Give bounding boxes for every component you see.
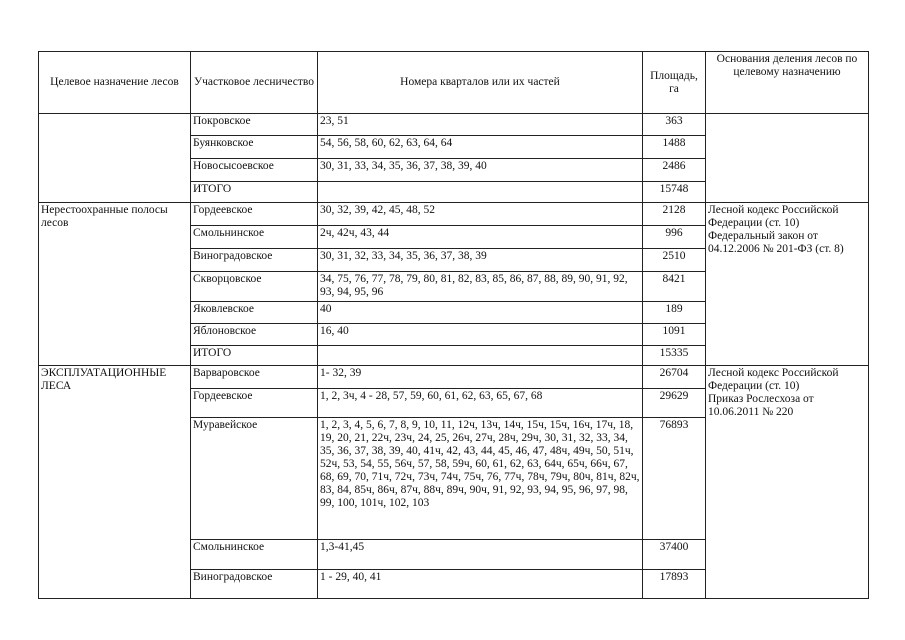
- area-cell: 37400: [643, 540, 706, 570]
- purpose-cell: ЭКСПЛУАТАЦИОННЫЕ ЛЕСА: [39, 366, 191, 599]
- quarters-cell: [318, 182, 643, 203]
- quarters-cell: 40: [318, 302, 643, 324]
- header-row: [39, 52, 869, 114]
- district-cell: Гордеевское: [191, 203, 318, 226]
- quarters-cell: 1, 2, 3, 4, 5, 6, 7, 8, 9, 10, 11, 12ч, 13ч, 14ч, 15ч, 15ч, 16ч, 17ч, 18, 19, 20, 21, 22ч, 23ч, 24, 25, 26ч, 27ч, 28ч, 29ч, 30, 31, 32, 33, 34, 35, 36, 37, 38, 39, 40, 41ч, 42, 43, 44, 45, 46, 47, 48ч, 49ч, 50, 51ч, 52ч, 53, 54, 55, 56ч, 57, 58, 59ч, 60, 61, 62, 63, 64ч, 65ч, 66ч, 67, 68, 69, 70, 71ч, 72ч, 73ч, 74ч, 75ч, 76, 77ч, 78ч, 79ч, 80ч, 81ч, 82ч, 83, 84, 85ч, 86ч, 87ч, 88ч, 89ч, 90ч, 91, 92, 93, 94, 95, 96, 97, 98, 99, 100, 101ч, 102, 103: [318, 418, 643, 540]
- table-row: [39, 366, 869, 389]
- header-basis: Основания деления лесов по целевому назначению: [706, 52, 869, 114]
- quarters-cell: 1, 2, 3ч, 4 - 28, 57, 59, 60, 61, 62, 63, 65, 67, 68: [318, 389, 643, 418]
- area-cell: 17893: [643, 570, 706, 599]
- district-cell: Гордеевское: [191, 389, 318, 418]
- quarters-cell: [318, 346, 643, 366]
- area-cell: 8421: [643, 272, 706, 302]
- quarters-cell: 1- 32, 39: [318, 366, 643, 389]
- purpose-cell: Нерестоохранные полосы лесов: [39, 203, 191, 366]
- area-cell: 2128: [643, 203, 706, 226]
- total-area: 15335: [643, 346, 706, 366]
- table-row: [39, 114, 869, 136]
- area-cell: 189: [643, 302, 706, 324]
- area-cell: 1091: [643, 324, 706, 346]
- quarters-cell: 2ч, 42ч, 43, 44: [318, 226, 643, 249]
- basis-line: Лесной кодекс Российской Федерации (ст. 10): [708, 204, 839, 229]
- area-cell: 996: [643, 226, 706, 249]
- district-cell: Смольнинское: [191, 226, 318, 249]
- district-cell: Смольнинское: [191, 540, 318, 570]
- header-area: Площадь, га: [643, 52, 706, 114]
- district-cell: Муравейское: [191, 418, 318, 540]
- total-label: ИТОГО: [191, 346, 318, 366]
- area-cell: 29629: [643, 389, 706, 418]
- area-cell: 1488: [643, 136, 706, 159]
- area-cell: 363: [643, 114, 706, 136]
- table-row: [39, 203, 869, 226]
- district-cell: Варваровское: [191, 366, 318, 389]
- quarters-cell: 34, 75, 76, 77, 78, 79, 80, 81, 82, 83, 85, 86, 87, 88, 89, 90, 91, 92, 93, 94, 95, 96: [318, 272, 643, 302]
- area-cell: 2510: [643, 249, 706, 272]
- basis-line: Федеральный закон от 04.12.2006 № 201-ФЗ (ст. 8): [708, 230, 844, 255]
- header-district: Участковое лесничество: [191, 52, 318, 114]
- total-area: 15748: [643, 182, 706, 203]
- quarters-cell: 16, 40: [318, 324, 643, 346]
- district-cell: Буянковское: [191, 136, 318, 159]
- district-cell: Новосысоевское: [191, 159, 318, 182]
- header-purpose: Целевое назначение лесов: [39, 52, 191, 114]
- basis-line: Приказ Рослесхоза от 10.06.2011 № 220: [708, 393, 814, 418]
- total-label: ИТОГО: [191, 182, 318, 203]
- district-cell: Покровское: [191, 114, 318, 136]
- quarters-cell: 23, 51: [318, 114, 643, 136]
- district-cell: Яблоновское: [191, 324, 318, 346]
- district-cell: Яковлевское: [191, 302, 318, 324]
- basis-cell-empty: [706, 114, 869, 203]
- basis-line: Лесной кодекс Российской Федерации (ст. 10): [708, 367, 839, 392]
- area-cell: 2486: [643, 159, 706, 182]
- quarters-cell: 30, 31, 32, 33, 34, 35, 36, 37, 38, 39: [318, 249, 643, 272]
- quarters-cell: 1,3-41,45: [318, 540, 643, 570]
- basis-cell: [706, 203, 869, 366]
- district-cell: Скворцовское: [191, 272, 318, 302]
- purpose-cell-empty: [39, 114, 191, 203]
- header-quarters: Номера кварталов или их частей: [318, 52, 643, 114]
- forest-purpose-table: [38, 51, 869, 599]
- district-cell: Виноградовское: [191, 249, 318, 272]
- quarters-cell: 30, 32, 39, 42, 45, 48, 52: [318, 203, 643, 226]
- district-cell: Виноградовское: [191, 570, 318, 599]
- area-cell: 76893: [643, 418, 706, 540]
- area-cell: 26704: [643, 366, 706, 389]
- basis-cell: [706, 366, 869, 599]
- quarters-cell: 1 - 29, 40, 41: [318, 570, 643, 599]
- quarters-cell: 54, 56, 58, 60, 62, 63, 64, 64: [318, 136, 643, 159]
- quarters-cell: 30, 31, 33, 34, 35, 36, 37, 38, 39, 40: [318, 159, 643, 182]
